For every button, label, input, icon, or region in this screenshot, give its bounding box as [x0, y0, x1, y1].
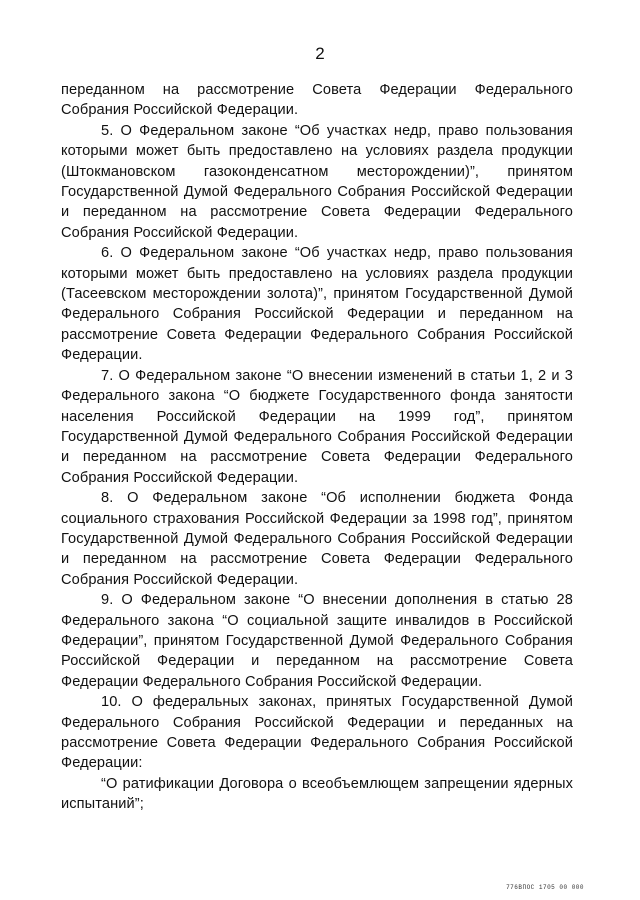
paragraph-item-10: 10. О федеральных законах, принятых Государственной Думой Федерального Собрания Российской Федерации и переданных на рассмотрение Совета Федерации Федерального Собрания Российской Федерации:: [61, 694, 573, 772]
paragraph-item-5: 5. О Федеральном законе “Об участках недр, право пользования которыми может быть предоставлено на условиях раздела продукции (Штокмановском газоконденсатном месторождении)”, принятом Государственной Думой Федерального Собрания Российской Федерации и переданном на рассмотрение Совета Федерации Федерального Собрания Российской Федерации.: [61, 122, 573, 241]
footer-code: 776ВПОС 1705 00 000: [506, 884, 584, 891]
paragraph-item-6: 6. О Федеральном законе “Об участках недр, право пользования которыми может быть предоставлено на условиях раздела продукции (Тасеевском месторождении золота)”, принятом Государственной Думой Федерального Собрания Российской Федерации и переданном на рассмотрение Совета Федерации Федерального Собрания Российской Федерации.: [61, 245, 573, 364]
document-body: [61, 80, 573, 815]
paragraph-continuation: переданном на рассмотрение Совета Федерации Федерального Собрания Российской Федерации.: [61, 82, 573, 119]
page-number: 2: [315, 44, 325, 63]
paragraph-law-title: “О ратификации Договора о всеобъемлющем запрещении ядерных испытаний”;: [61, 775, 573, 813]
paragraph-item-9: 9. О Федеральном законе “О внесении дополнения в статью 28 Федерального закона “О социальной защите инвалидов в Российской Федерации”, принятом Государственной Думой Федерального Собрания Российской Федерации и переданном на рассмотрение Совета Федерации Федерального Собрания Российской Федерации.: [61, 592, 573, 690]
paragraph-item-7: 7. О Федеральном законе “О внесении изменений в статьи 1, 2 и 3 Федерального закона “О бюджете Государственного фонда занятости населения Российской Федерации на 1999 год”, принятом Государственной Думой Федерального Собрания Российской Федерации и переданном на рассмотрение Совета Федерации Федерального Собрания Российской Федерации.: [61, 367, 573, 486]
paragraph-item-8: 8. О Федеральном законе “Об исполнении бюджета Фонда социального страхования Российской Федерации за 1998 год”, принятом Государственной Думой Федерального Собрания Российской Федерации и переданном на рассмотрение Совета Федерации Федерального Собрания Российской Федерации.: [61, 490, 573, 588]
